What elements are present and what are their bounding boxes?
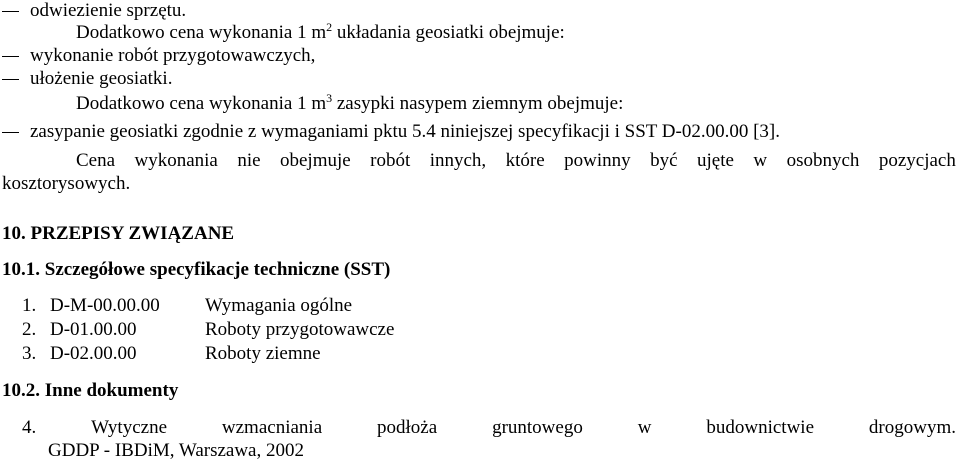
paragraph-text-end: zasypki nasypem ziemnym obejmuje: xyxy=(332,93,624,114)
section-heading: 10. PRZEPISY ZWIĄZANE xyxy=(2,223,235,244)
paragraph-price-backfill xyxy=(76,93,623,115)
paragraph-text-start: Dodatkowo cena wykonania 1 m xyxy=(76,93,327,114)
sst-code: D-02.00.00 xyxy=(50,343,137,364)
word: Cena xyxy=(76,150,116,171)
word: w xyxy=(753,150,768,171)
word: drogowym. xyxy=(868,417,956,438)
word: które xyxy=(505,150,545,171)
word: nie xyxy=(237,150,261,171)
list-number: 1. xyxy=(22,295,37,316)
subsection-heading: 10.1. Szczegółowe specyfikacje techniczne (SST) xyxy=(2,259,391,280)
list-number: 3. xyxy=(22,343,37,364)
subsection-heading: 10.2. Inne dokumenty xyxy=(2,380,179,401)
list-number: 2. xyxy=(22,319,37,340)
sst-title: Roboty ziemne xyxy=(205,343,321,364)
sst-title: Wymagania ogólne xyxy=(205,295,353,316)
bullet-text: zasypanie geosiatki zgodnie z wymaganiami pktu 5.4 niniejszej specyfikacji i SST D-02.00.00 [3]. xyxy=(30,121,780,142)
sst-code: D-M-00.00.00 xyxy=(50,295,160,316)
word: wzmacniania xyxy=(221,417,323,438)
paragraph-text-start: Dodatkowo cena wykonania 1 m xyxy=(76,22,327,43)
word: pozycjach xyxy=(878,150,956,171)
paragraph-continuation: kosztorysowych. xyxy=(2,173,131,194)
word: wykonania xyxy=(134,150,218,171)
word: podłoża xyxy=(377,417,438,438)
word: Wytyczne xyxy=(91,417,168,438)
bullet-text: wykonanie robót przygotowawczych, xyxy=(30,45,316,66)
document-reference-continuation: GDDP - IBDiM, Warszawa, 2002 xyxy=(48,440,304,461)
superscript: 2 xyxy=(326,20,333,34)
superscript: 3 xyxy=(326,91,333,105)
word: 4. xyxy=(22,417,37,438)
paragraph-price-geogrid xyxy=(76,22,565,44)
sst-code: D-01.00.00 xyxy=(50,319,137,340)
word: budownictwie xyxy=(706,417,815,438)
bullet-text: odwiezienie sprzętu. xyxy=(30,0,187,21)
word: w xyxy=(637,417,652,438)
document-reference xyxy=(22,417,956,439)
word: osobnych xyxy=(786,150,860,171)
word: obejmuje xyxy=(280,150,351,171)
sst-title: Roboty przygotowawcze xyxy=(205,319,395,340)
word: być xyxy=(650,150,678,171)
paragraph-exclusions xyxy=(76,150,956,172)
paragraph-text-end: układania geosiatki obejmuje: xyxy=(332,22,565,43)
word: powinny xyxy=(564,150,631,171)
word: gruntowego xyxy=(492,417,583,438)
word: robót xyxy=(370,150,411,171)
word: ujęte xyxy=(696,150,734,171)
word: innych, xyxy=(429,150,487,171)
bullet-text: ułożenie geosiatki. xyxy=(30,68,173,89)
